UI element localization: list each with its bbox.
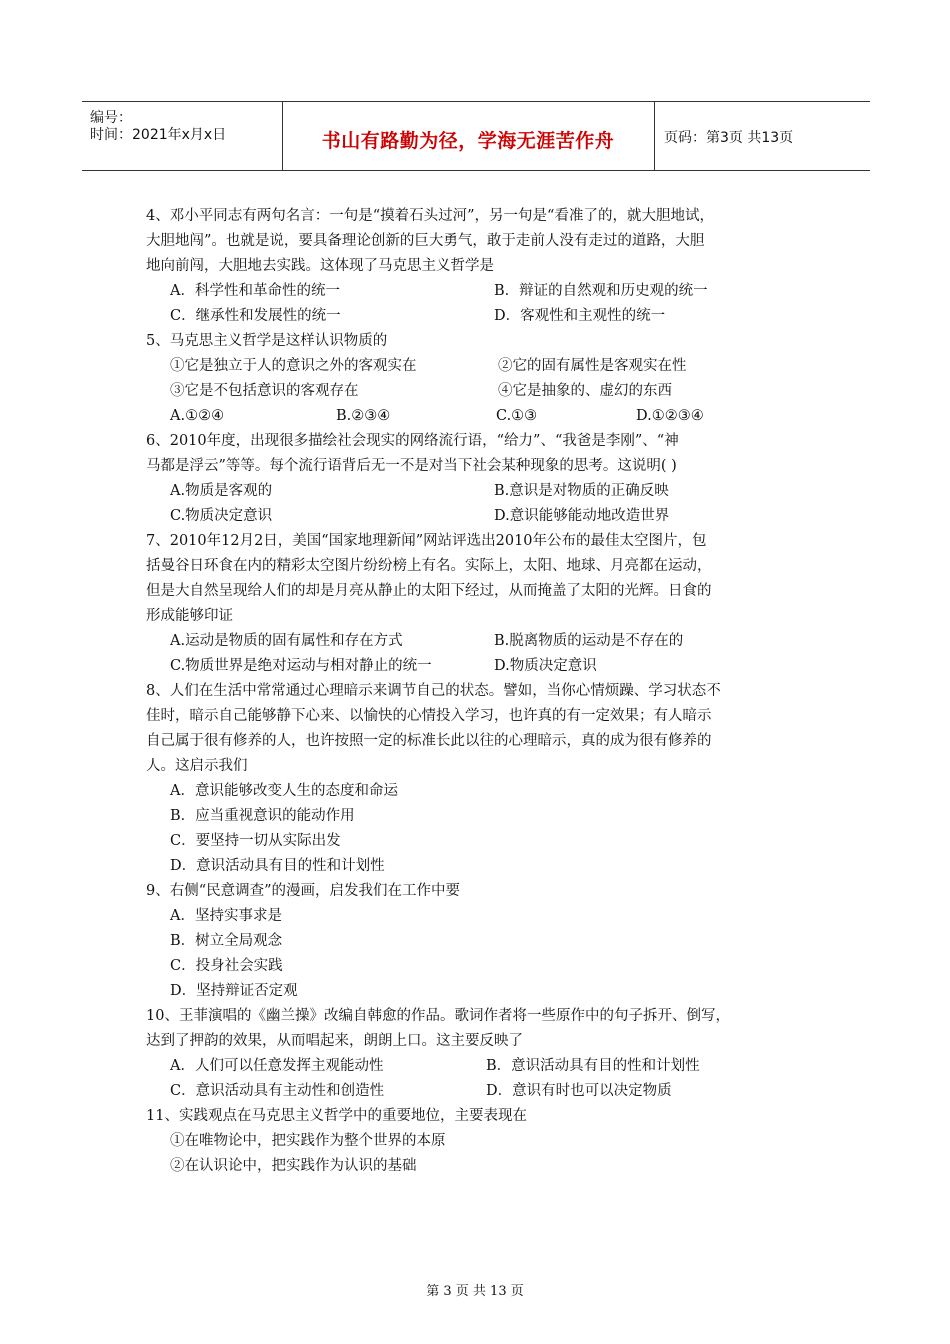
- q8-stem-line: 佳时，暗示自己能够静下心来、以愉快的心情投入学习，也许真的有一定效果；有人暗示: [146, 708, 712, 724]
- q4-option-d: D．客观性和主观性的统一: [494, 308, 666, 324]
- q11-item-1: ①在唯物论中，把实践作为整个世界的本原: [170, 1133, 446, 1149]
- q4-stem-line: 4、邓小平同志有两句名言：一句是“摸着石头过河”，另一句是“看准了的，就大胆地试，: [146, 208, 714, 224]
- motto: 书山有路勤为径，学海无涯苦作舟: [321, 130, 615, 152]
- page-footer: 第 3 页 共 13 页: [426, 1284, 524, 1299]
- q4-option-b: B．辩证的自然观和历史观的统一: [494, 283, 708, 299]
- q9-option-b: B．树立全局观念: [170, 933, 283, 949]
- q7-stem-line: 括曼谷日环食在内的精彩太空图片纷纷榜上有名。实际上，太阳、地球、月亮都在运动，: [146, 558, 712, 574]
- q10-stem-line: 10、王菲演唱的《幽兰操》改编自韩愈的作品。歌词作者将一些原作中的句子拆开、倒写，: [146, 1008, 730, 1024]
- q6-stem-line: 6、2010年度，出现很多描绘社会现实的网络流行语，“给力”、“我爸是李刚”、“神: [146, 433, 679, 449]
- q7-stem-line: 形成能够印证: [146, 608, 233, 624]
- q5-item-1: ①它是独立于人的意识之外的客观实在: [170, 358, 417, 374]
- number-label: 编号：: [90, 110, 132, 126]
- q6-option-b: B.意识是对物质的正确反映: [494, 483, 669, 499]
- q10-option-b: B．意识活动具有目的性和计划性: [486, 1058, 700, 1074]
- q7-stem-line: 但是大自然呈现给人们的却是月亮从静止的太阳下经过，从而掩盖了太阳的光辉。日食的: [146, 583, 712, 599]
- q9-option-d: D．坚持辩证否定观: [170, 983, 298, 999]
- q9-option-c: C．投身社会实践: [170, 958, 283, 974]
- q5-option-a: A.①②④: [170, 408, 225, 424]
- q11-item-2: ②在认识论中，把实践作为认识的基础: [170, 1158, 417, 1174]
- q7-option-a: A.运动是物质的固有属性和存在方式: [170, 633, 403, 649]
- q5-option-b: B.②③④: [336, 408, 391, 424]
- q11-stem-line: 11、实践观点在马克思主义哲学中的重要地位，主要表现在: [146, 1108, 527, 1124]
- q4-stem-line: 地向前闯，大胆地去实践。这体现了马克思主义哲学是: [146, 258, 494, 274]
- q10-option-d: D．意识有时也可以决定物质: [486, 1083, 672, 1099]
- q8-stem-line: 8、人们在生活中常常通过心理暗示来调节自己的状态。譬如，当你心情烦躁、学习状态不: [146, 683, 721, 699]
- q10-stem-line: 达到了押韵的效果，从而唱起来，朗朗上口。这主要反映了: [146, 1033, 523, 1049]
- q10-option-c: C．意识活动具有主动性和创造性: [170, 1083, 385, 1099]
- q9-stem-line: 9、右侧“民意调查”的漫画，启发我们在工作中要: [146, 883, 461, 899]
- q6-option-d: D.意识能够能动地改造世界: [494, 508, 670, 524]
- q8-stem-line: 自己属于很有修养的人，也许按照一定的标准长此以往的心理暗示，真的成为很有修养的: [146, 733, 712, 749]
- q7-option-d: D.物质决定意识: [494, 658, 597, 674]
- q8-option-d: D．意识活动具有目的性和计划性: [170, 858, 385, 874]
- q5-stem-line: 5、马克思主义哲学是这样认识物质的: [146, 333, 388, 349]
- q6-option-c: C.物质决定意识: [170, 508, 273, 524]
- q5-item-2: ②它的固有属性是客观实在性: [498, 358, 687, 374]
- q9-option-a: A．坚持实事求是: [170, 908, 282, 924]
- q7-option-c: C.物质世界是绝对运动与相对静止的统一: [170, 658, 432, 674]
- q6-option-a: A.物质是客观的: [170, 483, 273, 499]
- q4-option-c: C．继承性和发展性的统一: [170, 308, 341, 324]
- q10-option-a: A．人们可以任意发挥主观能动性: [170, 1058, 384, 1074]
- q5-option-d: D.①②③④: [636, 408, 704, 424]
- q7-option-b: B.脱离物质的运动是不存在的: [494, 633, 684, 649]
- q5-option-c: C.①③: [496, 408, 538, 424]
- q4-stem-line: 大胆地闯”。也就是说，要具备理论创新的巨大勇气，敢于走前人没有走过的道路，大胆: [146, 233, 705, 249]
- q8-option-a: A．意识能够改变人生的态度和命运: [170, 783, 398, 799]
- q8-stem-line: 人。这启示我们: [146, 758, 248, 774]
- time-label: 时间：2021年x月x日: [90, 127, 227, 143]
- page-label: 页码：第3页 共13页: [664, 130, 794, 146]
- q8-option-c: C．要坚持一切从实际出发: [170, 833, 341, 849]
- q7-stem-line: 7、2010年12月2日，美国“国家地理新闻”网站评选出2010年公布的最佳太空图片，包: [146, 533, 707, 549]
- q6-stem-line: 马都是浮云”等等。每个流行语背后无一不是对当下社会某种现象的思考。这说明( ): [146, 458, 677, 474]
- q4-option-a: A．科学性和革命性的统一: [170, 283, 340, 299]
- q5-item-3: ③它是不包括意识的客观存在: [170, 383, 359, 399]
- q5-item-4: ④它是抽象的、虚幻的东西: [498, 383, 672, 399]
- q8-option-b: B．应当重视意识的能动作用: [170, 808, 355, 824]
